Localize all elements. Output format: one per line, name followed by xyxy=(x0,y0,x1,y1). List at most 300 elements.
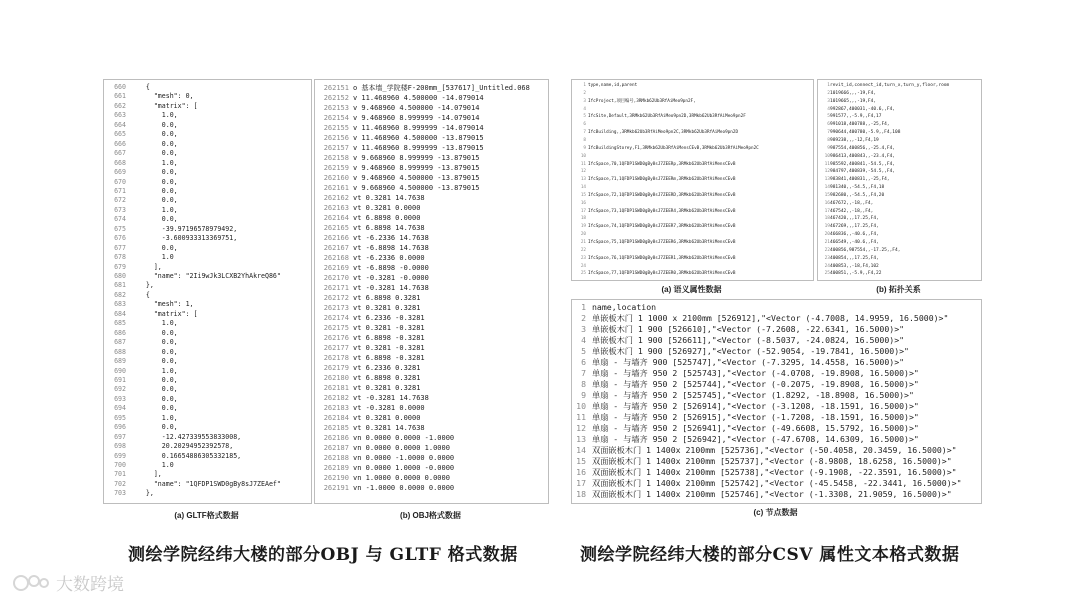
line-text: 双面嵌板木门 1 1400x 2100mm [525737],"<Vector (-8.9808, 18.6258, 16.5000)>" xyxy=(592,456,952,466)
line-text: vt 0.3281 14.7638 xyxy=(353,424,425,432)
line-number: 262187 xyxy=(323,444,349,452)
code-line xyxy=(315,343,548,353)
line-number: 23 xyxy=(580,255,586,261)
line-number: 262188 xyxy=(323,454,349,462)
line-number: 262182 xyxy=(323,394,349,402)
line-number: 17 xyxy=(576,478,586,488)
line-text: 单嵌板木门 1 1000 x 2100mm [526912],"<Vector (-4.7008, 14.9959, 16.5000)>" xyxy=(592,313,949,323)
code-line xyxy=(315,283,548,293)
code-line xyxy=(572,137,813,145)
line-text: v 11.468960 4.500000 -14.079014 xyxy=(353,94,484,102)
line-text: IfcProject,项目编号,3RMkb62Ub3RfAiMeo9pn2F, xyxy=(588,98,696,104)
line-text: 984797,400839,-54.5,,F4, xyxy=(830,169,896,175)
line-text: vt 6.8898 0.3281 xyxy=(353,374,421,382)
code-line xyxy=(572,176,813,184)
code-line xyxy=(572,302,981,313)
line-number: 3 xyxy=(583,98,586,104)
line-text: vn 0.0000 0.0000 -1.0000 xyxy=(353,434,455,442)
code-line xyxy=(572,239,813,247)
code-line xyxy=(572,184,813,192)
line-text: vt 0.3281 14.7638 xyxy=(353,194,425,202)
line-number: 688 xyxy=(114,347,126,356)
code-line xyxy=(315,483,548,493)
line-text: 983841,400831,,-25,F4, xyxy=(830,177,890,183)
line-number: 681 xyxy=(114,281,126,290)
line-number: 686 xyxy=(114,328,126,337)
line-text: 0.0, xyxy=(130,168,178,177)
line-number: 689 xyxy=(114,357,126,366)
code-line xyxy=(104,461,311,470)
line-text: "matrix": [ xyxy=(130,101,198,110)
code-line xyxy=(818,239,981,247)
code-line xyxy=(315,383,548,393)
gltf-code xyxy=(104,83,311,503)
code-line xyxy=(315,333,548,343)
line-number: 700 xyxy=(114,461,126,469)
code-line xyxy=(818,231,981,239)
code-line xyxy=(104,130,311,139)
line-text: vt 6.8898 -0.3281 xyxy=(353,334,425,342)
line-number: 16 xyxy=(580,200,586,206)
line-text: vt 6.8898 14.7638 xyxy=(353,224,425,232)
code-line xyxy=(315,183,548,193)
line-text: 单嵌板木门 1 900 [526610],"<Vector (-7.2608, -22.6341, 16.5000)>" xyxy=(592,324,905,334)
line-text: o 基本墙_学院楼F-200mm_[537617]_Untitled.068 xyxy=(353,84,530,92)
line-number: 674 xyxy=(114,215,126,224)
code-line xyxy=(315,263,548,273)
code-line xyxy=(572,313,981,324)
code-line xyxy=(572,401,981,412)
line-text: vn 0.0000 0.0000 1.0000 xyxy=(353,444,450,452)
code-line xyxy=(315,273,548,283)
line-number: 671 xyxy=(114,186,126,195)
line-text: vn -1.0000 0.0000 0.0000 xyxy=(353,484,455,492)
line-number: 262181 xyxy=(323,384,349,392)
line-text: 0.0, xyxy=(130,196,178,205)
line-number: 7 xyxy=(583,130,586,136)
line-text: type,name,id,parent xyxy=(588,83,638,88)
line-number: 262152 xyxy=(323,94,349,102)
line-number: 262180 xyxy=(323,374,349,382)
line-number: 697 xyxy=(114,432,126,441)
line-number: 262157 xyxy=(323,144,349,152)
line-text: 1.0, xyxy=(130,319,178,328)
line-text: "name": "2Ii9wJk3LCXB2YhAkreQ86" xyxy=(130,272,281,280)
line-number: 262185 xyxy=(323,424,349,432)
code-line xyxy=(818,215,981,223)
topo-caption: (b) 拓扑关系 xyxy=(876,285,921,294)
line-text: IfcBuilding,,3RMkb62Ub3RfAiMeo9pn2C,3RMkb62Ub3RfAiMeo9pn2D xyxy=(588,130,739,136)
line-text: 单嵌板木门 1 900 [526611],"<Vector (-8.5037, -24.0824, 16.5000)>" xyxy=(592,335,905,345)
code-line xyxy=(572,434,981,445)
line-text: v 11.468960 4.500000 -13.879015 xyxy=(353,134,484,142)
line-text: vt -0.3281 -0.0000 xyxy=(353,274,429,282)
line-number: 262162 xyxy=(323,194,349,202)
line-number: 684 xyxy=(114,309,126,318)
line-text: vt 6.8898 0.3281 xyxy=(353,294,421,302)
line-text: 985592,400841,-54.5,,F4, xyxy=(830,161,896,167)
code-line xyxy=(104,253,311,262)
line-number: 687 xyxy=(114,338,126,347)
attr-panel xyxy=(571,79,814,281)
code-line xyxy=(315,93,548,103)
code-line xyxy=(104,338,311,347)
code-line xyxy=(104,149,311,158)
code-line xyxy=(572,168,813,176)
line-text: 20.20294952392578, xyxy=(130,442,234,451)
code-line xyxy=(818,200,981,208)
line-text: IfcSpace,73,1QFDP1SWD0gBy8sJ7ZEER4,3RMkb62Ub3RfAiMensCEvB xyxy=(588,208,736,214)
line-text: 0.0, xyxy=(130,149,178,158)
code-line xyxy=(104,442,311,451)
line-text: 467542,,-18,,F4, xyxy=(830,208,874,214)
line-number: 262167 xyxy=(323,244,349,252)
line-text: vt 0.3281 0.3281 xyxy=(353,304,421,312)
line-text: revit_id,connect_id,turn_x,turn_y,floor,room xyxy=(830,83,950,88)
code-line xyxy=(572,346,981,357)
code-line xyxy=(104,310,311,319)
code-line xyxy=(104,433,311,442)
code-line xyxy=(315,353,548,363)
line-text: v 9.468960 4.500000 -14.079014 xyxy=(353,104,480,112)
line-number: 673 xyxy=(114,205,126,214)
line-text: 981340,,-54.5,,F4,18 xyxy=(830,185,885,191)
code-line xyxy=(315,463,548,473)
line-number: 262176 xyxy=(323,334,349,342)
line-number: 25 xyxy=(824,271,830,277)
code-line xyxy=(104,452,311,461)
line-number: 13 xyxy=(824,177,830,183)
line-text: 1.0 xyxy=(130,461,174,469)
code-line xyxy=(315,303,548,313)
line-text: 400853,,-18,F4,102 xyxy=(830,263,879,269)
line-text: IfcSpace,76,1QFDP1SWD0gBy8sJ7ZEER1,3RMkb62Ub3RfAiMensCEvB xyxy=(588,255,736,261)
code-line xyxy=(315,83,548,93)
code-line xyxy=(315,293,548,303)
code-line xyxy=(104,291,311,300)
code-line xyxy=(818,247,981,255)
code-line xyxy=(315,453,548,463)
line-number: 3 xyxy=(581,324,586,334)
line-number: 8 xyxy=(581,379,586,389)
line-text: v 9.468960 8.999999 -13.879015 xyxy=(353,164,480,172)
code-line xyxy=(104,319,311,328)
line-number: 10 xyxy=(576,401,586,411)
line-number: 17 xyxy=(824,208,830,214)
code-line xyxy=(818,121,981,129)
line-number: 24 xyxy=(824,263,830,269)
code-line xyxy=(818,98,981,106)
code-line xyxy=(104,300,311,309)
code-line xyxy=(315,393,548,403)
line-number: 262159 xyxy=(323,164,349,172)
attr-code xyxy=(572,82,813,280)
line-number: 679 xyxy=(114,262,126,271)
line-number: 18 xyxy=(576,489,586,499)
line-text: ], xyxy=(130,470,162,479)
line-number: 8 xyxy=(827,137,830,143)
code-line xyxy=(315,113,548,123)
code-line xyxy=(818,129,981,137)
line-text: -39.97196578979492, xyxy=(130,224,238,233)
code-line xyxy=(572,200,813,208)
line-number: 5 xyxy=(583,114,586,120)
line-number: 262158 xyxy=(323,154,349,162)
code-line xyxy=(104,196,311,205)
line-number: 685 xyxy=(114,319,126,328)
code-line xyxy=(572,489,981,500)
line-number: 5 xyxy=(827,114,830,120)
line-text: 0.0, xyxy=(130,139,178,148)
line-text: v 11.468960 8.999999 -14.079014 xyxy=(353,124,484,132)
code-line xyxy=(104,215,311,224)
line-text: }, xyxy=(130,489,154,498)
line-text: vt -6.2336 0.0000 xyxy=(353,254,425,262)
code-line xyxy=(104,234,311,243)
line-number: 262174 xyxy=(323,314,349,322)
code-line xyxy=(315,473,548,483)
line-number: 16 xyxy=(824,200,830,206)
line-number: 666 xyxy=(114,139,126,148)
line-number: 262191 xyxy=(323,484,349,492)
line-text: IfcSpace,72,1QFDP1SWD0gBy8sJ7ZEERD,3RMkb62Ub3RfAiMensCEvB xyxy=(588,192,736,198)
line-number: 6 xyxy=(581,357,586,367)
line-number: 14 xyxy=(576,445,586,455)
line-number: 702 xyxy=(114,479,126,488)
line-number: 664 xyxy=(114,120,126,129)
line-text: vt 0.3281 0.0000 xyxy=(353,414,421,422)
line-number: 8 xyxy=(583,137,586,143)
code-line xyxy=(572,90,813,98)
topo-panel xyxy=(817,79,982,281)
line-text: 0.0, xyxy=(130,120,178,129)
line-text: 0.0, xyxy=(130,385,178,394)
line-text: 1.0, xyxy=(130,205,178,214)
line-text: IfcSpace,75,1QFDP1SWD0gBy8sJ7ZEER6,3RMkb62Ub3RfAiMensCEvB xyxy=(588,240,736,245)
line-number: 21 xyxy=(580,240,586,245)
line-number: 670 xyxy=(114,177,126,186)
line-text: 400854,,,17.25,F4, xyxy=(830,255,879,261)
line-number: 1 xyxy=(583,83,586,88)
code-line xyxy=(104,272,311,281)
code-line xyxy=(818,106,981,114)
line-text: -12.427339553833008, xyxy=(130,432,242,441)
line-number: 20 xyxy=(824,232,830,238)
line-number: 262186 xyxy=(323,434,349,442)
line-text: 单扇 - 与墙齐 950 2 [526942],"<Vector (-47.6708, 14.6309, 16.5000)>" xyxy=(592,434,919,444)
obj-panel xyxy=(314,79,549,504)
line-text: 1.0 xyxy=(130,253,174,262)
line-text: vt -6.8898 14.7638 xyxy=(353,244,429,252)
code-line xyxy=(104,187,311,196)
code-line xyxy=(104,470,311,479)
line-text: 991577,,-5.9,,F4,17 xyxy=(830,114,882,120)
code-line xyxy=(104,121,311,130)
line-text: 双面嵌板木门 1 1400x 2100mm [525738],"<Vector (-9.1908, -22.3591, 16.5000)>" xyxy=(592,467,957,477)
line-number: 680 xyxy=(114,272,126,280)
line-number: 15 xyxy=(824,192,830,198)
line-number: 22 xyxy=(824,247,830,253)
line-text: 双面嵌板木门 1 1400x 2100mm [525736],"<Vector (-50.4058, 20.3459, 16.5000)>" xyxy=(592,445,957,455)
line-number: 9 xyxy=(581,390,586,400)
line-number: 262166 xyxy=(323,234,349,242)
code-line xyxy=(572,113,813,121)
line-number: 262151 xyxy=(323,84,349,92)
line-number: 10 xyxy=(580,153,586,159)
code-line xyxy=(104,244,311,253)
line-number: 701 xyxy=(114,470,126,479)
code-line xyxy=(818,82,981,90)
line-number: 699 xyxy=(114,451,126,460)
line-number: 262163 xyxy=(323,204,349,212)
line-number: 14 xyxy=(580,185,586,191)
code-line xyxy=(315,163,548,173)
line-text: vt 6.8898 -0.3281 xyxy=(353,354,425,362)
code-line xyxy=(818,270,981,278)
line-number: 12 xyxy=(824,169,830,175)
code-line xyxy=(572,467,981,478)
line-number: 13 xyxy=(576,434,586,444)
line-number: 10 xyxy=(824,153,830,159)
code-line xyxy=(572,106,813,114)
code-line xyxy=(572,121,813,129)
line-number: 22 xyxy=(580,247,586,253)
line-number: 262178 xyxy=(323,354,349,362)
line-number: 4 xyxy=(583,106,586,112)
code-line xyxy=(572,153,813,161)
line-text: 0.0, xyxy=(130,375,178,384)
code-line xyxy=(315,103,548,113)
line-text: 单扇 - 与墙齐 950 2 [525743],"<Vector (-4.0708, -19.8908, 16.5000)>" xyxy=(592,368,919,378)
line-text: "mesh": 1, xyxy=(130,300,194,309)
code-line xyxy=(315,313,548,323)
code-line xyxy=(818,176,981,184)
line-text: 1.0, xyxy=(130,111,178,120)
line-text: vt 0.3281 0.0000 xyxy=(353,204,421,212)
line-text: vt 6.2336 -0.3281 xyxy=(353,314,425,322)
line-text: 0.0, xyxy=(130,177,178,186)
line-number: 6 xyxy=(583,122,586,128)
line-text: 单扇 - 与墙齐 900 [525747],"<Vector (-7.3295, 14.4558, 16.5000)>" xyxy=(592,357,905,367)
code-line xyxy=(818,223,981,231)
code-line xyxy=(818,153,981,161)
line-text: 单嵌板木门 1 900 [526927],"<Vector (-52.9054, -19.7841, 16.5000)>" xyxy=(592,346,909,356)
line-number: 262190 xyxy=(323,474,349,482)
code-line xyxy=(104,263,311,272)
line-number: 18 xyxy=(824,216,830,222)
node-code xyxy=(572,302,981,503)
brand-logo-icon xyxy=(12,571,52,595)
line-text: IfcBuildingStorey,F1,3RMkb62Ub3RfAiMensCEvB,3RMkb62Ub3RfAiMeo9pn2C xyxy=(588,145,759,151)
line-text: vt -6.2336 14.7638 xyxy=(353,234,429,242)
line-number: 677 xyxy=(114,243,126,252)
code-line xyxy=(104,281,311,290)
code-line xyxy=(572,445,981,456)
line-text: 0.0, xyxy=(130,394,178,403)
topo-code xyxy=(818,82,981,280)
line-number: 19 xyxy=(824,224,830,230)
line-number: 695 xyxy=(114,413,126,422)
line-text: 双面嵌板木门 1 1400x 2100mm [525742],"<Vector (-45.5458, -22.3441, 16.5000)>" xyxy=(592,478,962,488)
line-text: 992867,400031,-40.6,,F4, xyxy=(830,106,896,112)
line-number: 262168 xyxy=(323,254,349,262)
code-line xyxy=(315,203,548,213)
line-text: IfcSpace,77,1QFDP1SWD0gBy8sJ7ZEER0,3RMkb62Ub3RfAiMensCEvB xyxy=(588,271,736,277)
line-text: vt 0.3281 0.3281 xyxy=(353,384,421,392)
line-text: 986413,400843,,-23.4,F4, xyxy=(830,153,896,159)
line-text: 0.0, xyxy=(130,186,178,195)
line-text: vn 0.0000 1.0000 -0.0000 xyxy=(353,464,455,472)
code-line xyxy=(104,92,311,101)
code-line xyxy=(572,215,813,223)
line-number: 18 xyxy=(580,216,586,222)
line-text: "name": "1QFDP1SWD0gBy8sJ7ZEAef" xyxy=(130,479,281,488)
line-number: 9 xyxy=(827,145,830,151)
code-line xyxy=(104,395,311,404)
line-text: { xyxy=(130,290,150,299)
line-number: 12 xyxy=(580,169,586,175)
line-text: 单扇 - 与墙齐 950 2 [526915],"<Vector (-1.7208, -18.1591, 16.5000)>" xyxy=(592,412,919,422)
gltf-caption: (a) GLTF格式数据 xyxy=(174,511,239,520)
code-line xyxy=(104,83,311,92)
code-line xyxy=(572,423,981,434)
code-line xyxy=(572,335,981,346)
line-number: 660 xyxy=(114,83,126,91)
line-number: 698 xyxy=(114,442,126,451)
code-line xyxy=(315,143,548,153)
line-number: 262173 xyxy=(323,304,349,312)
line-text: 单扇 - 与墙齐 950 2 [526941],"<Vector (-49.6608, 15.5792, 16.5000)>" xyxy=(592,423,919,433)
line-number: 11 xyxy=(576,412,586,422)
code-line xyxy=(572,231,813,239)
code-line xyxy=(572,82,813,90)
line-text: 单扇 - 与墙齐 950 2 [526914],"<Vector (-3.1208, -18.1591, 16.5000)>" xyxy=(592,401,919,411)
line-text: name,location xyxy=(592,302,657,312)
line-number: 693 xyxy=(114,394,126,403)
line-number: 692 xyxy=(114,385,126,394)
code-line xyxy=(315,133,548,143)
line-text: 990644,400780,-5.9,,F4,108 xyxy=(830,130,901,136)
line-text: vt -6.8898 -0.0000 xyxy=(353,264,429,272)
line-number: 262189 xyxy=(323,464,349,472)
line-number: 12 xyxy=(576,423,586,433)
line-number: 2 xyxy=(583,90,586,96)
line-number: 23 xyxy=(824,255,830,261)
line-text: IfcSpace,70,1QFDP1SWD0gBy8sJ7ZEERp,3RMkb62Ub3RfAiMensCEvB xyxy=(588,161,736,167)
line-number: 661 xyxy=(114,92,126,101)
watermark-text: 大数跨境 xyxy=(56,575,124,594)
code-line xyxy=(818,145,981,153)
code-line xyxy=(104,348,311,357)
code-line xyxy=(104,111,311,120)
code-line xyxy=(818,184,981,192)
line-number: 675 xyxy=(114,224,126,233)
line-number: 4 xyxy=(581,335,586,345)
line-number: 262171 xyxy=(323,284,349,292)
line-text: v 11.468960 8.999999 -13.879015 xyxy=(353,144,484,152)
code-line xyxy=(818,137,981,145)
line-number: 262153 xyxy=(323,104,349,112)
code-line xyxy=(315,233,548,243)
code-line xyxy=(315,433,548,443)
line-number: 17 xyxy=(580,208,586,214)
code-line xyxy=(315,193,548,203)
line-text: IfcSpace,71,1QFDP1SWD0gBy8sJ7ZEERm,3RMkb62Ub3RfAiMensCEvB xyxy=(588,177,736,183)
left-title: 测绘学院经纬大楼的部分OBJ 与 GLTF 格式数据 xyxy=(128,545,518,565)
code-line xyxy=(572,145,813,153)
code-line xyxy=(572,263,813,271)
line-number: 2 xyxy=(581,313,586,323)
